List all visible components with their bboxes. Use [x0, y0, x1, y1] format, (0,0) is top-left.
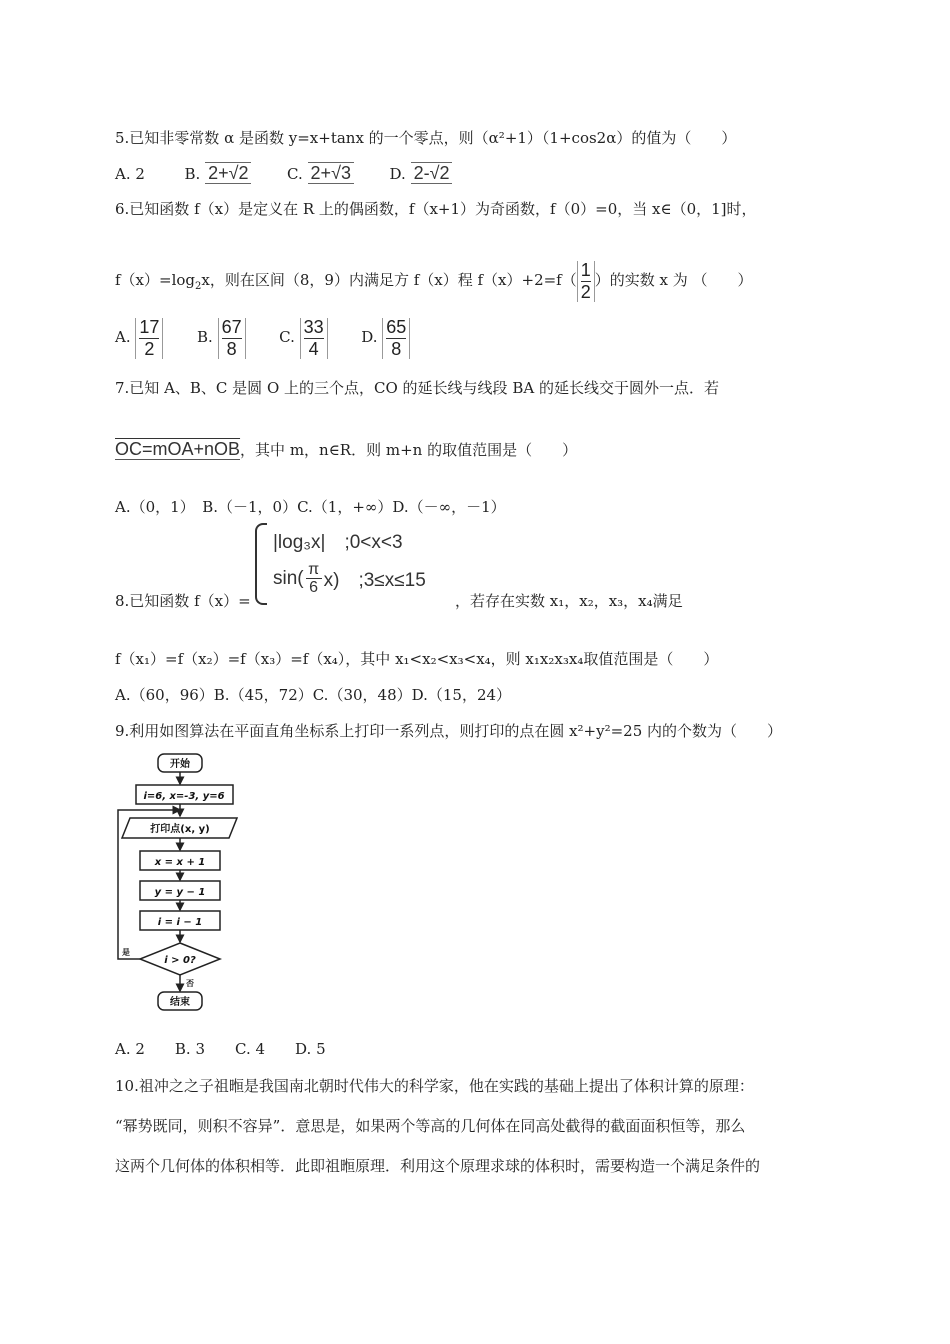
q6-opt-a-den: 2: [144, 338, 155, 359]
q7-stem: 7.已知 A、B、C 是圆 O 上的三个点，CO 的延长线与线段 BA 的延长线交于圆外一点．若: [115, 379, 719, 397]
q6-option-a-fraction: [135, 318, 163, 359]
q6-opt-b-den: 8: [226, 338, 237, 359]
q6-option-b-label: B.: [196, 328, 213, 346]
flow-step-x-text: x = x + 1: [154, 857, 206, 868]
q6-line2-part-c: ）的实数 x 为 （ ）: [594, 271, 753, 289]
q5-option-c-label: C.: [287, 165, 303, 183]
q5-option-c-formula: 2+√3: [308, 162, 354, 184]
flow-print-text: 打印点(x, y): [150, 824, 210, 835]
q5-stem: 5.已知非零常数 α 是函数 y=x+tanx 的一个零点，则（α²+1）（1+cos2α）的值为（ ）: [115, 129, 737, 147]
q8-piecewise-function: [255, 523, 455, 603]
q6-frac-num: 1: [580, 259, 591, 280]
flow-end-text: 结束: [170, 997, 190, 1008]
q9-stem: 9.利用如图算法在平面直角坐标系上打印一系列点，则打印的点在圆 x²+y²=25 内的个数为（ ）: [115, 722, 783, 740]
q8-stem-left: 8.已知函数 f（x）=: [115, 592, 251, 610]
q8-brace: [255, 523, 267, 605]
q6-option-d-label: D.: [361, 328, 378, 346]
q5-option-d-label: D.: [389, 165, 406, 183]
q6-frac-den: 2: [580, 281, 591, 302]
q6-option-c-label: C.: [279, 328, 295, 346]
q7-vector-equation: OC=mOA+nOB: [115, 439, 241, 459]
q8-case2-num: π: [308, 561, 320, 578]
q10-line1: 10.祖冲之之子祖暅是我国南北朝时代伟大的科学家，他在实践的基础上提出了体积计算的原理：: [115, 1077, 754, 1095]
q6-line2-part-a: f（x）=log: [115, 271, 196, 289]
q8-stem-right: ，若存在实数 x₁，x₂，x₃，x₄满足: [455, 592, 683, 610]
q10-line2: “幂势既同，则积不容异”．意思是，如果两个等高的几何体在同高处截得的截面面积恒等，那么: [115, 1117, 746, 1135]
q6-opt-b-num: 67: [221, 316, 242, 337]
q5-options: [115, 162, 452, 184]
q6-opt-d-num: 65: [386, 316, 407, 337]
q8-case-2: [273, 561, 426, 596]
q7-stem2: ，其中 m，n∈R．则 m+n 的取值范围是（ ）: [240, 441, 578, 459]
q7-line2: [115, 437, 577, 462]
q8-line2: f（x₁）=f（x₂）=f（x₃）=f（x₄），其中 x₁<x₂<x₃<x₄，则 x₁x₂x₃x₄取值范围是（ ）: [115, 650, 719, 668]
q5-option-b-formula: 2+√2: [205, 162, 251, 184]
flow-start-text: 开始: [170, 759, 190, 770]
q6-option-a-label: A.: [115, 328, 131, 346]
q6-line2-part-b: x，则在区间（8，9）内满足方 f（x）程 f（x）+2=f（: [201, 271, 577, 289]
q8-case2-den: 6: [309, 579, 319, 596]
flow-yes-label: 是: [122, 948, 130, 957]
q6-opt-c-num: 33: [303, 316, 324, 337]
q8-case2-rest: x) ;3≤x≤15: [323, 570, 426, 591]
q6-line2: [115, 258, 753, 309]
q6-options: [115, 316, 410, 359]
q7-options: A.（0，1） B.（－1，0）C.（1，+∞）D.（－∞，－1）: [115, 498, 506, 516]
q8-case2-sin: sin(: [273, 567, 304, 589]
flow-decision-text: i > 0?: [164, 955, 196, 966]
q6-option-c-fraction: [300, 318, 328, 359]
q9-flowchart: [112, 752, 252, 1027]
q6-fraction-half: [577, 261, 595, 302]
q6-opt-c-den: 4: [308, 338, 319, 359]
flow-step-y-text: y = y − 1: [154, 887, 206, 898]
q5-option-b-label: B.: [184, 165, 201, 183]
flow-no-label: 否: [186, 979, 194, 988]
q6-log-base: 2: [195, 281, 202, 292]
q8-case-1: |log₃x| ;0<x<3: [273, 532, 403, 553]
q6-option-b-fraction: [218, 318, 246, 359]
q9-options: A. 2 B. 3 C. 4 D. 5: [115, 1040, 326, 1058]
q5-option-d-formula: 2-√2: [411, 162, 453, 184]
q6-option-d-fraction: [382, 318, 410, 359]
flow-step-i-text: i = i − 1: [157, 917, 203, 928]
q6-opt-a-num: 17: [139, 316, 160, 337]
q8-options: A.（60，96）B.（45，72）C.（30，48）D.（15，24）: [115, 686, 512, 704]
q6-stem: 6.已知函数 f（x）是定义在 R 上的偶函数，f（x+1）为奇函数，f（0）=0，当 x∈（0，1]时，: [115, 200, 757, 218]
flow-init-text: i=6, x=-3, y=6: [143, 791, 225, 802]
q8-case2-fraction: [306, 561, 322, 596]
q5-option-a: A. 2: [115, 165, 145, 183]
q10-line3: 这两个几何体的体积相等．此即祖暅原理．利用这个原理求球的体积时，需要构造一个满足条件的: [115, 1157, 761, 1175]
q6-opt-d-den: 8: [391, 338, 402, 359]
